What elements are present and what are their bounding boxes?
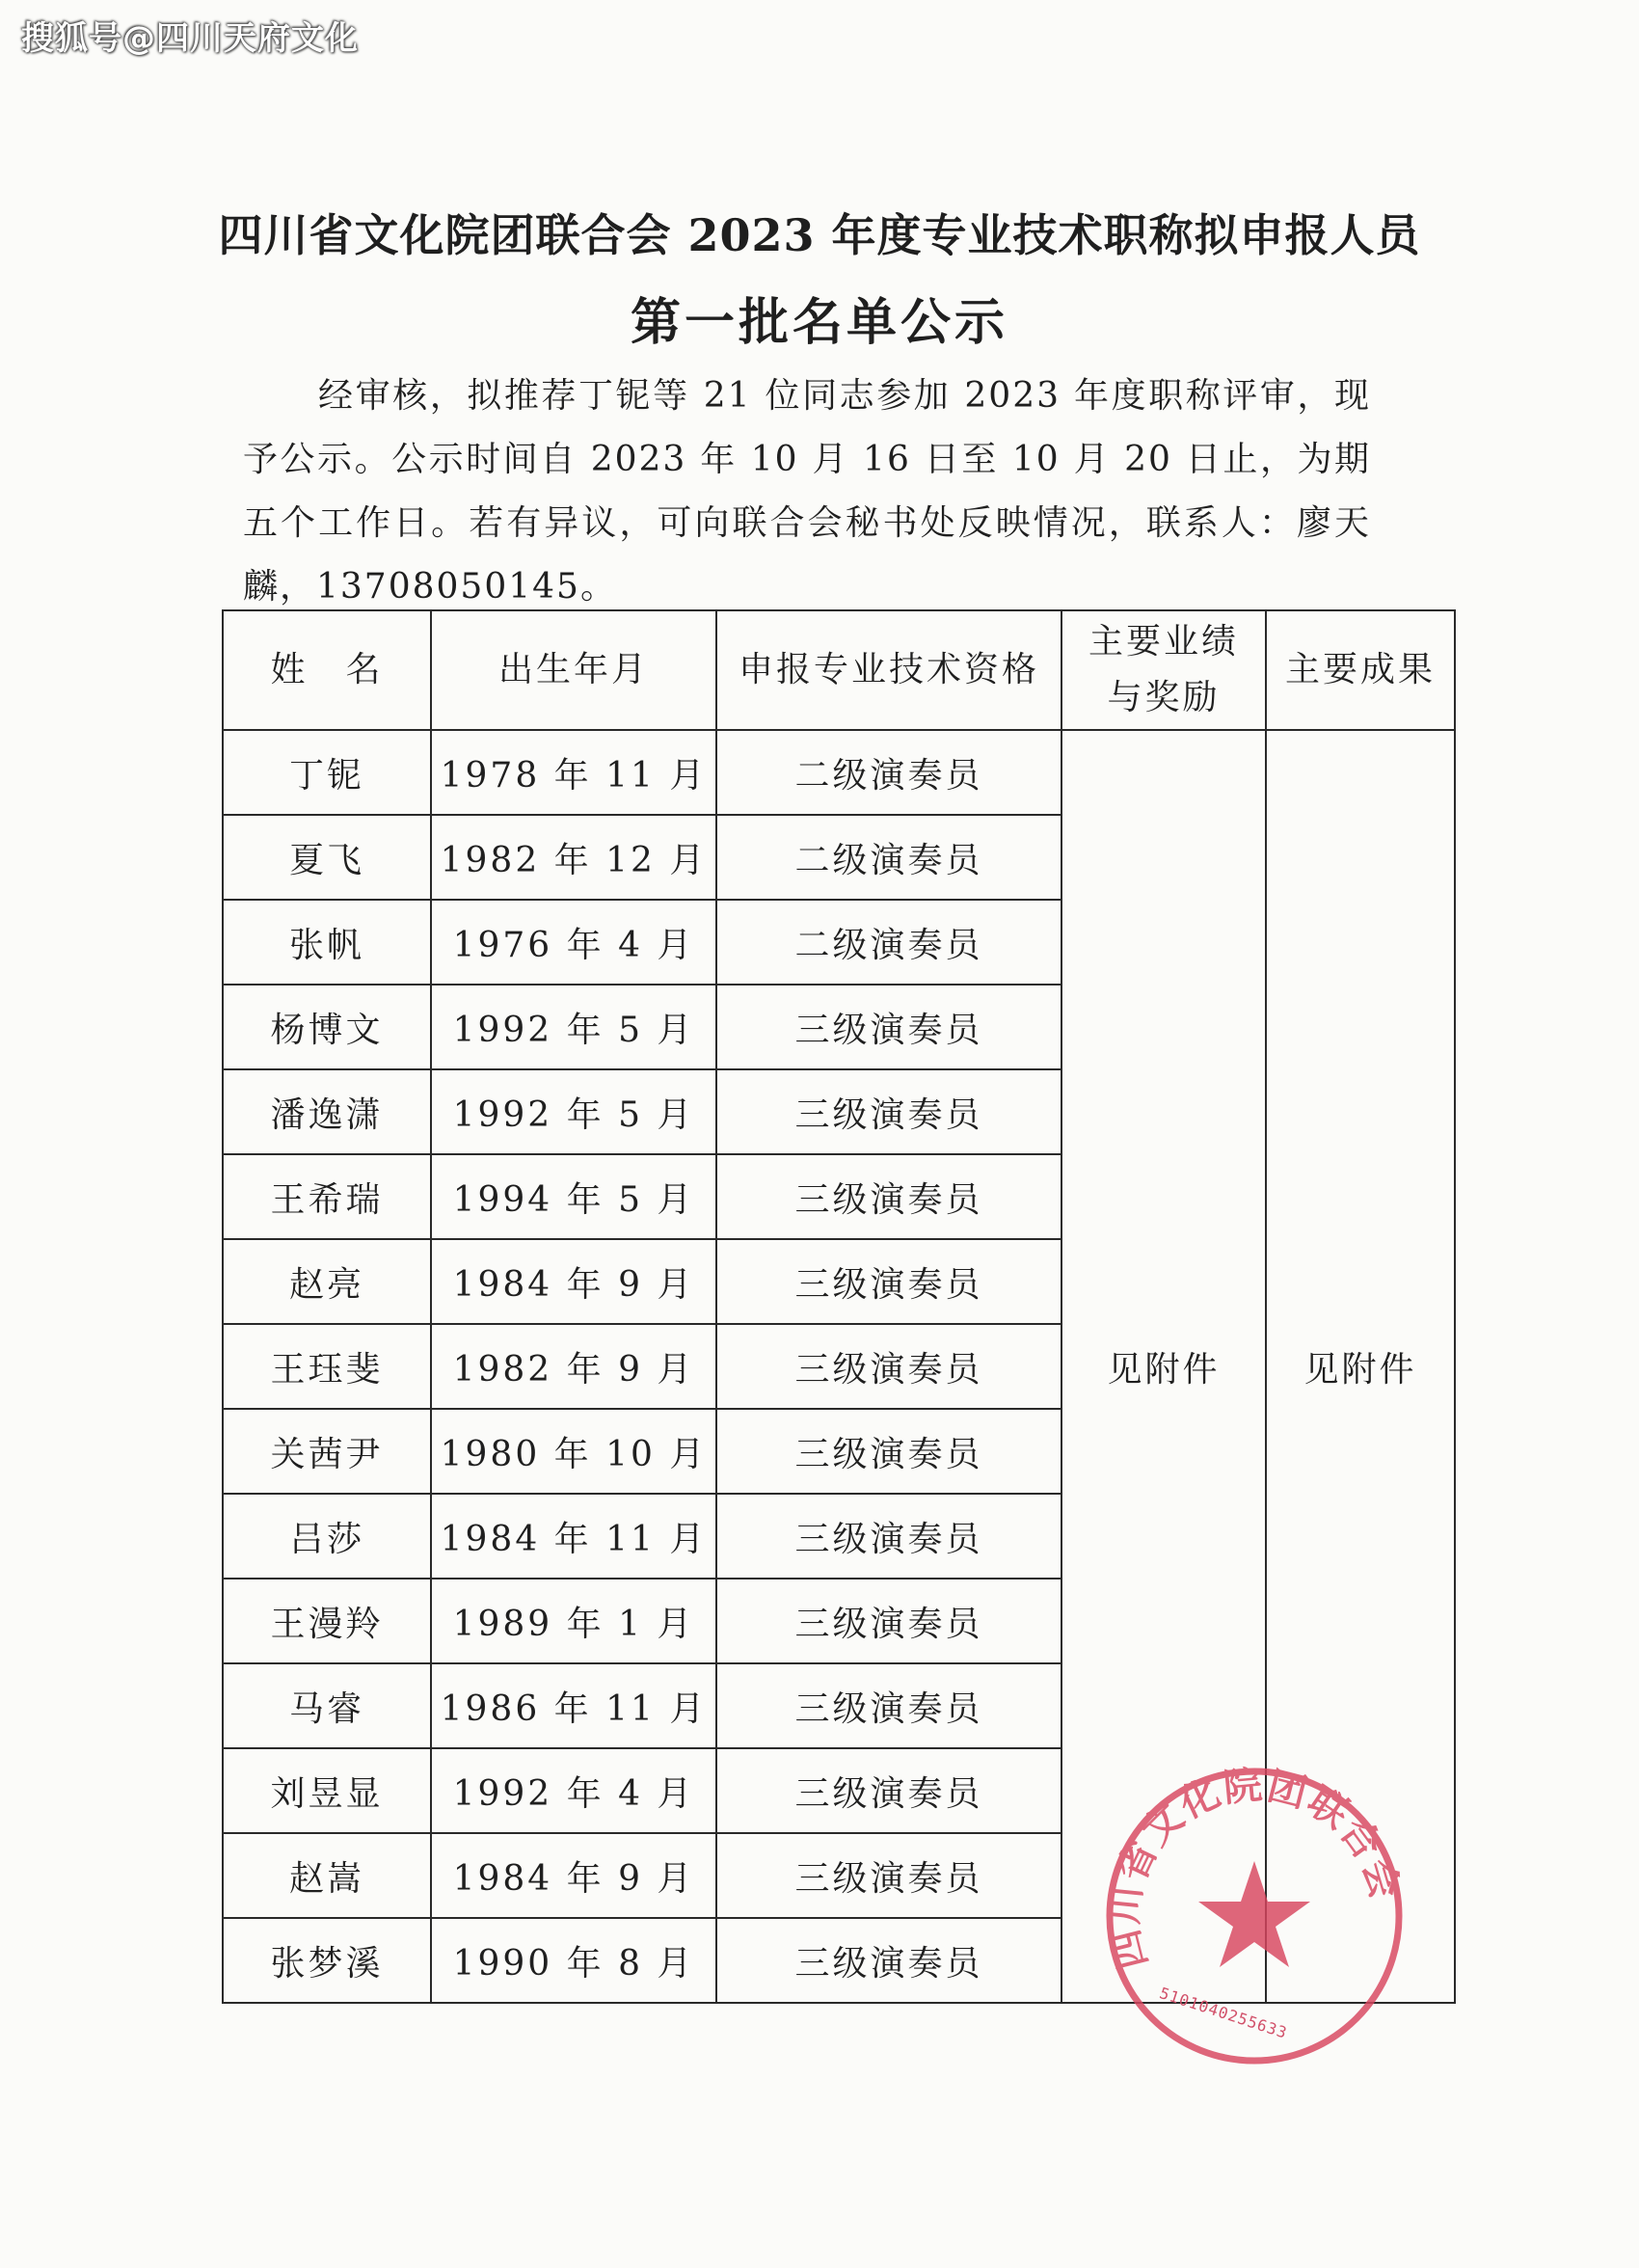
- cell-birth: 1984 年 9 月: [431, 1833, 716, 1918]
- cell-birth: 1984 年 11 月: [431, 1494, 716, 1579]
- cell-birth: 1984 年 9 月: [431, 1239, 716, 1324]
- cell-name: 王漫羚: [223, 1579, 431, 1663]
- header-qualification: 申报专业技术资格: [716, 610, 1061, 730]
- cell-qualification: 二级演奏员: [716, 900, 1061, 985]
- cell-qualification: 二级演奏员: [716, 730, 1061, 815]
- cell-birth: 1992 年 5 月: [431, 1069, 716, 1154]
- cell-birth: 1986 年 11 月: [431, 1663, 716, 1748]
- table-row: [223, 730, 1455, 815]
- watermark: 搜狐号@四川天府文化: [21, 19, 359, 58]
- cell-name: 杨博文: [223, 985, 431, 1069]
- cell-qualification: 三级演奏员: [716, 1579, 1061, 1663]
- seal-text: 四川省文化院团联合会: [1102, 1763, 1409, 1974]
- header-achievements: 主要业绩与奖励: [1061, 610, 1266, 730]
- cell-qualification: 三级演奏员: [716, 985, 1061, 1069]
- cell-qualification: 三级演奏员: [716, 1663, 1061, 1748]
- cell-birth: 1990 年 8 月: [431, 1918, 716, 2003]
- cell-achievements-merged: 见附件: [1061, 730, 1266, 2003]
- cell-qualification: 二级演奏员: [716, 815, 1061, 900]
- page-subtitle: 第一批名单公示: [630, 293, 1008, 352]
- cell-name: 王希瑞: [223, 1154, 431, 1239]
- cell-birth: 1982 年 9 月: [431, 1324, 716, 1409]
- cell-birth: 1989 年 1 月: [431, 1579, 716, 1663]
- cell-name: 关茜尹: [223, 1409, 431, 1494]
- cell-name: 刘昱显: [223, 1748, 431, 1833]
- cell-qualification: 三级演奏员: [716, 1239, 1061, 1324]
- cell-name: 潘逸潇: [223, 1069, 431, 1154]
- cell-birth: 1992 年 4 月: [431, 1748, 716, 1833]
- cell-qualification: 三级演奏员: [716, 1154, 1061, 1239]
- cell-qualification: 三级演奏员: [716, 1324, 1061, 1409]
- cell-qualification: 三级演奏员: [716, 1409, 1061, 1494]
- cell-name: 张梦溪: [223, 1918, 431, 2003]
- header-results: 主要成果: [1266, 610, 1455, 730]
- cell-name: 赵嵩: [223, 1833, 431, 1918]
- cell-qualification: 三级演奏员: [716, 1069, 1061, 1154]
- cell-name: 赵亮: [223, 1239, 431, 1324]
- cell-name: 马睿: [223, 1663, 431, 1748]
- header-name: 姓 名: [223, 610, 431, 730]
- seal-star-icon: [1198, 1861, 1310, 1967]
- announcement-body: 经审核，拟推荐丁铌等 21 位同志参加 2023 年度职称评审，现予公示。公示时间自 2023 年 10 月 16 日至 10 月 20 日止，为期五个工作日。若有异议，可向联合会秘书处反映情况，联系人：廖天麟，13708050145。: [243, 376, 1371, 607]
- cell-name: 吕莎: [223, 1494, 431, 1579]
- cell-name: 王珏斐: [223, 1324, 431, 1409]
- cell-birth: 1982 年 12 月: [431, 815, 716, 900]
- cell-results-merged: 见附件: [1266, 730, 1455, 2003]
- page-title: 四川省文化院团联合会 2023 年度专业技术职称拟申报人员: [218, 209, 1421, 261]
- cell-qualification: 三级演奏员: [716, 1918, 1061, 2003]
- cell-birth: 1980 年 10 月: [431, 1409, 716, 1494]
- cell-birth: 1976 年 4 月: [431, 900, 716, 985]
- cell-name: 张帆: [223, 900, 431, 985]
- header-birth: 出生年月: [431, 610, 716, 730]
- cell-qualification: 三级演奏员: [716, 1833, 1061, 1918]
- cell-name: 丁铌: [223, 730, 431, 815]
- cell-name: 夏飞: [223, 815, 431, 900]
- cell-birth: 1994 年 5 月: [431, 1154, 716, 1239]
- table-header-row: [223, 610, 1455, 730]
- cell-qualification: 三级演奏员: [716, 1494, 1061, 1579]
- cell-qualification: 三级演奏员: [716, 1748, 1061, 1833]
- cell-birth: 1978 年 11 月: [431, 730, 716, 815]
- seal-number: 5101040255633: [1157, 1984, 1290, 2042]
- cell-birth: 1992 年 5 月: [431, 985, 716, 1069]
